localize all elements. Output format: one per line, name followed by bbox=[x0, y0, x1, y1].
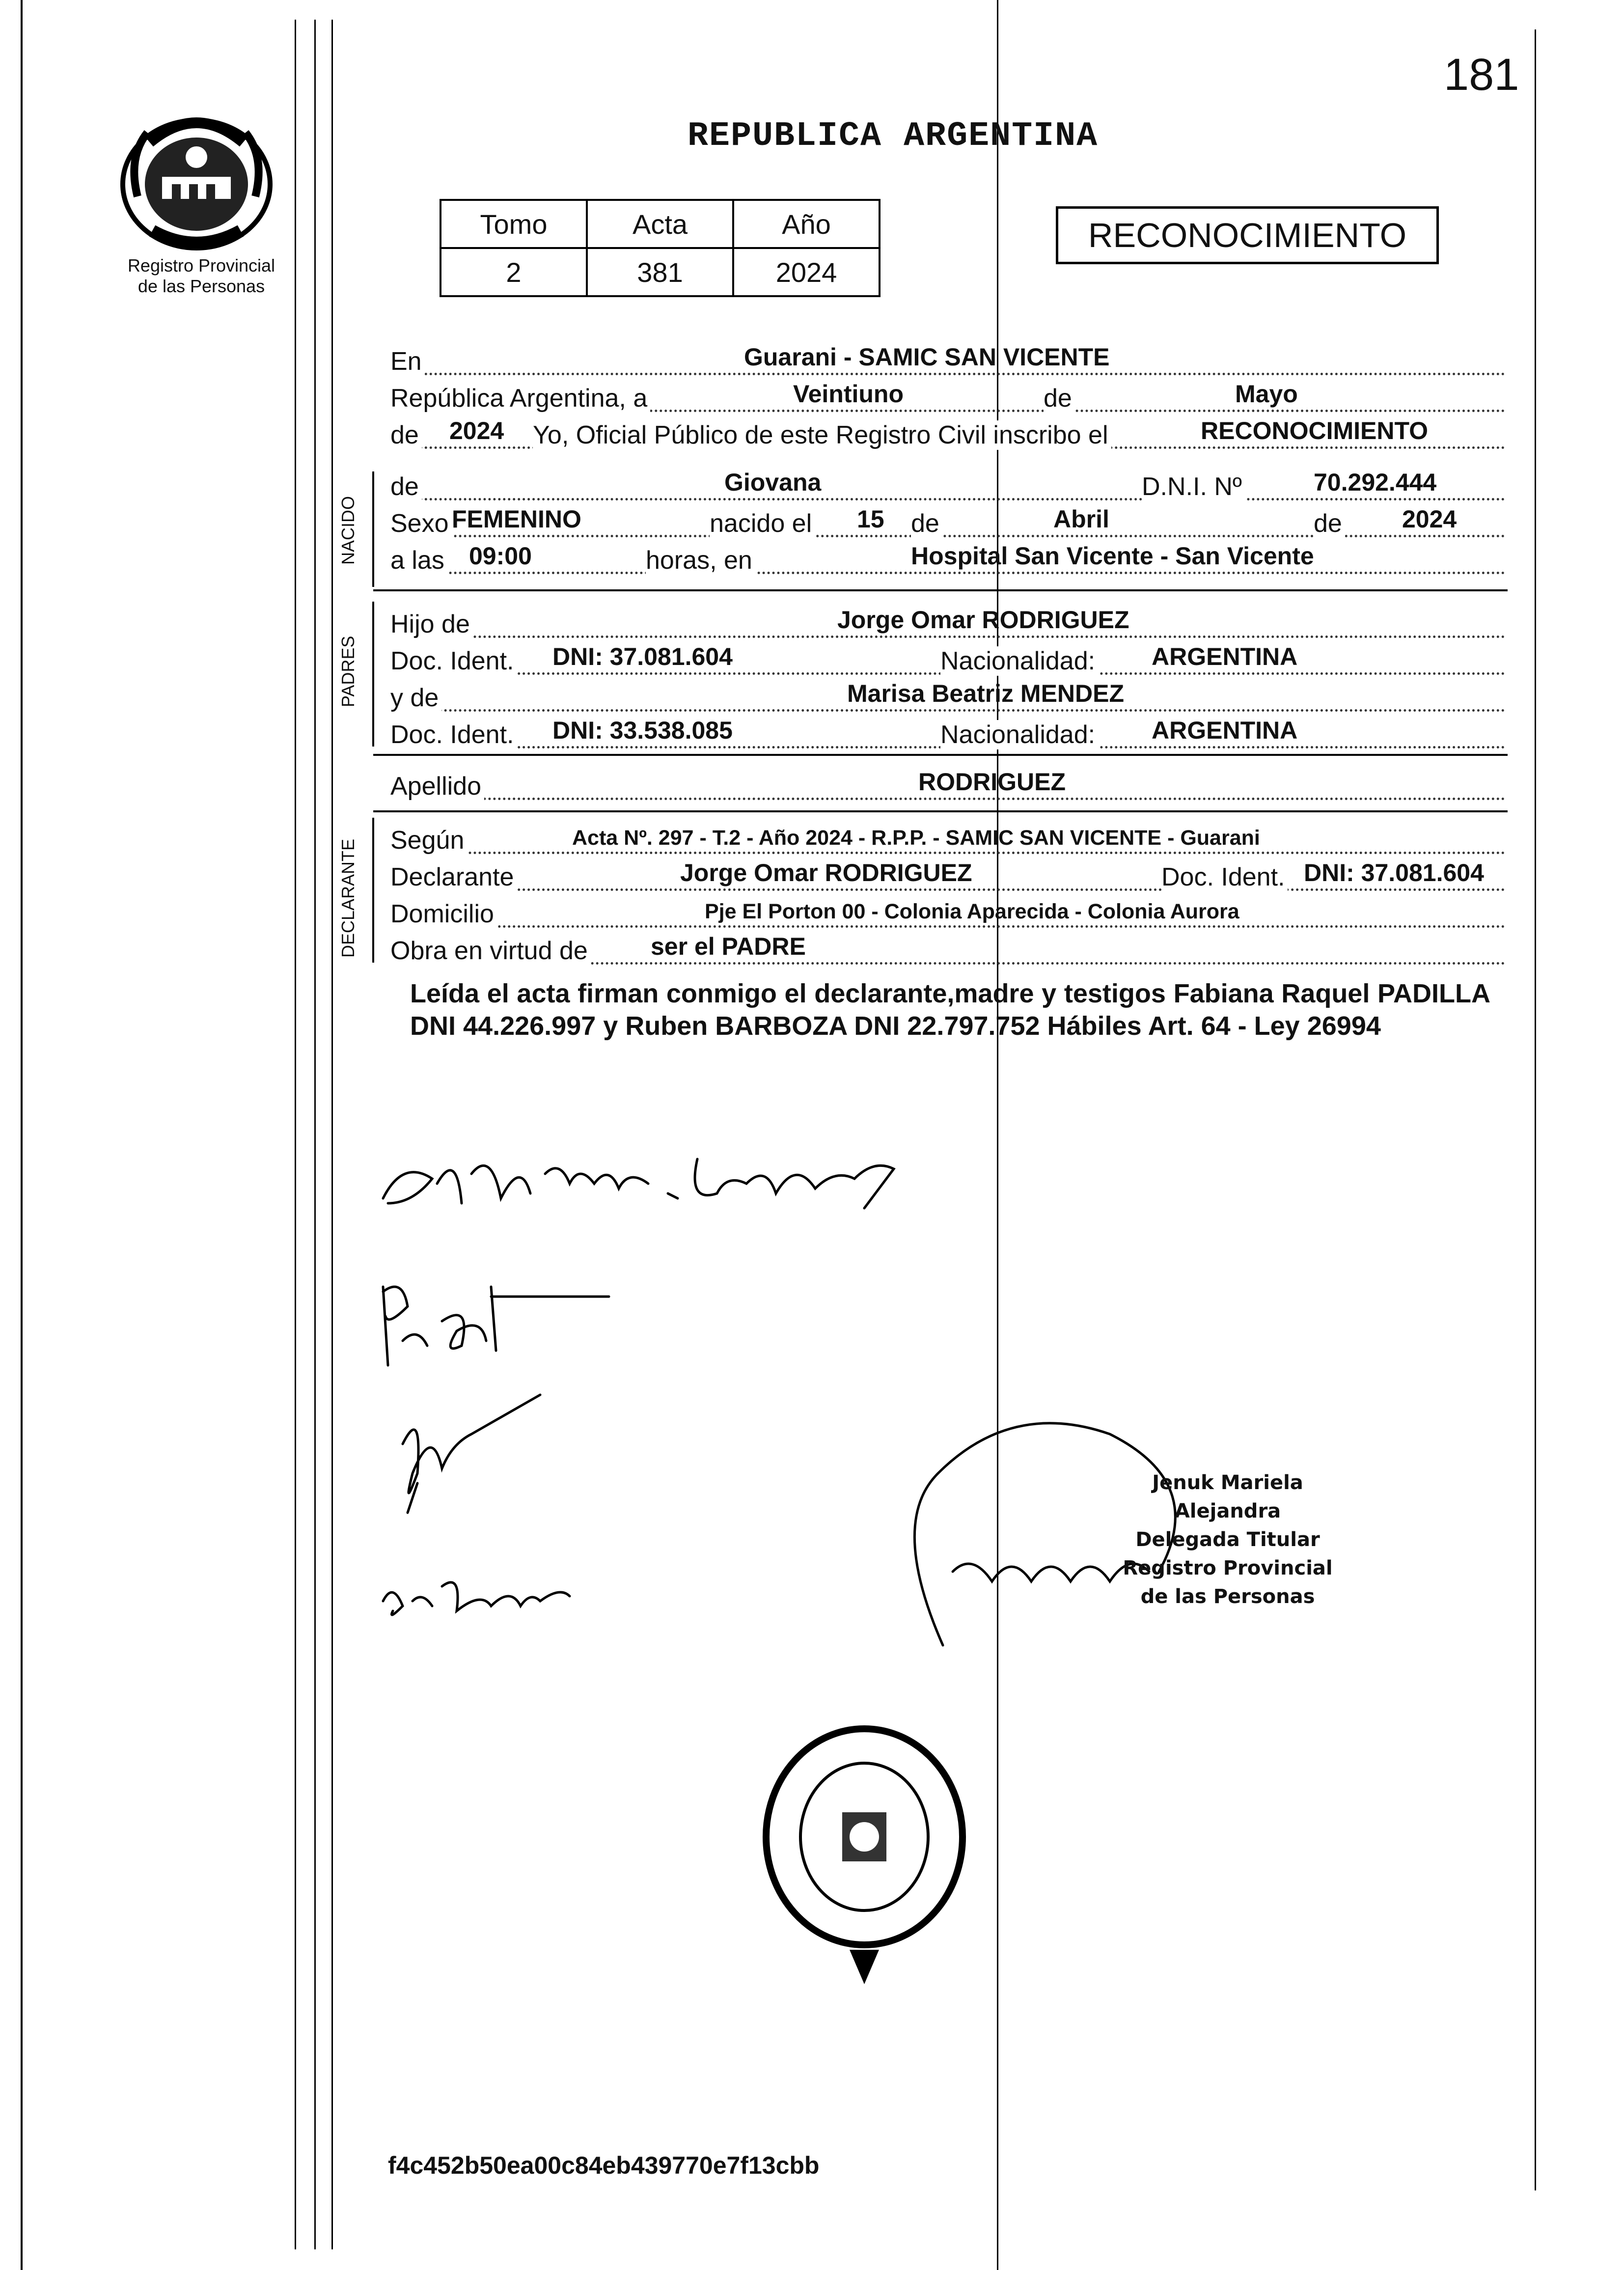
a-las-label: a las bbox=[390, 546, 447, 575]
horas-en-label: horas, en bbox=[646, 546, 755, 575]
de3-label: de bbox=[911, 509, 942, 538]
de-label: de bbox=[1044, 384, 1075, 413]
official-seal-icon bbox=[751, 1719, 977, 1994]
logo-caption-line1: Registro Provincial bbox=[127, 255, 275, 276]
padres-side-label: PADRES bbox=[338, 636, 358, 707]
separator-1 bbox=[373, 589, 1508, 591]
tomo-value: 2 bbox=[440, 248, 587, 296]
left-margin-line-1 bbox=[295, 20, 296, 2249]
tomo-header: Tomo bbox=[440, 200, 587, 248]
father-doc: DNI: 37.081.604 bbox=[552, 643, 733, 670]
row-hijo bbox=[390, 607, 1505, 641]
year-value: 2024 bbox=[449, 417, 504, 444]
row-father-doc bbox=[390, 643, 1505, 678]
segun-label: Según bbox=[390, 826, 467, 855]
y-de-label: y de bbox=[390, 683, 441, 713]
closing-text: Leída el acta firman conmigo el declarante,madre y testigos Fabiana Raquel PADILLA DNI 44.226.997 y Ruben BARBOZA DNI 22.797.752 Hábiles Art. 64 - Ley 26994 bbox=[410, 979, 1490, 1041]
official-office2: de las Personas bbox=[1140, 1585, 1315, 1608]
document-hash: f4c452b50ea00c84eb439770e7f13cbb bbox=[388, 2152, 820, 2179]
row-obra bbox=[390, 933, 1505, 968]
anio-header: Año bbox=[733, 200, 880, 248]
row-nacido-name bbox=[390, 469, 1505, 503]
en-label: En bbox=[390, 347, 425, 376]
row-segun bbox=[390, 823, 1505, 857]
nacionalidad2-label: Nacionalidad: bbox=[940, 720, 1098, 749]
mother-doc: DNI: 33.538.085 bbox=[552, 717, 733, 744]
republica-label: República Argentina, a bbox=[390, 384, 650, 413]
mother-value: Marisa Beatriz MENDEZ bbox=[847, 680, 1125, 707]
father-nat: ARGENTINA bbox=[1152, 643, 1298, 670]
declarante-value: Jorge Omar RODRIGUEZ bbox=[680, 859, 972, 886]
row-apellido bbox=[390, 769, 1505, 803]
oficial-text: Yo, Oficial Público de este Registro Civil inscribo el bbox=[533, 420, 1111, 450]
official-title: Delegada Titular bbox=[1135, 1528, 1320, 1551]
sexo-label: Sexo bbox=[390, 509, 452, 538]
madre-signature bbox=[383, 1287, 609, 1365]
apellido-value: RODRIGUEZ bbox=[918, 768, 1066, 796]
header-title: REPUBLICA ARGENTINA bbox=[688, 117, 1099, 156]
domicilio-label: Domicilio bbox=[390, 899, 497, 929]
nacido-de-label: de bbox=[390, 472, 422, 501]
act-type-box: RECONOCIMIENTO bbox=[1056, 206, 1439, 264]
birth-year: 2024 bbox=[1402, 505, 1457, 533]
dni-value: 70.292.444 bbox=[1314, 469, 1437, 496]
birth-month: Abril bbox=[1053, 505, 1109, 533]
separator-2 bbox=[373, 754, 1508, 756]
nacido-el-label: nacido el bbox=[710, 509, 815, 538]
declarante-side-label: DECLARANTE bbox=[338, 838, 358, 958]
row-oficial bbox=[390, 417, 1505, 452]
row-en bbox=[390, 344, 1505, 378]
hora-value: 09:00 bbox=[469, 542, 532, 570]
left-margin-line-3 bbox=[331, 20, 333, 2249]
name-value: Giovana bbox=[724, 469, 822, 496]
de2-label: de bbox=[390, 420, 422, 450]
doc-ident-label: Doc. Ident. bbox=[390, 646, 517, 676]
province-logo bbox=[108, 98, 290, 258]
row-sexo bbox=[390, 506, 1505, 540]
testigo2-signature bbox=[383, 1582, 570, 1615]
father-value: Jorge Omar RODRIGUEZ bbox=[837, 606, 1129, 634]
obra-value: ser el PADRE bbox=[651, 933, 806, 960]
logo-caption-line2: de las Personas bbox=[138, 276, 265, 296]
left-margin-line-2 bbox=[314, 20, 316, 2249]
row-hora bbox=[390, 543, 1505, 577]
official-name: Jenuk Mariela Alejandra bbox=[1152, 1471, 1303, 1523]
row-y-de bbox=[390, 680, 1505, 715]
month-value: Mayo bbox=[1235, 380, 1298, 408]
segun-value: Acta Nº. 297 - T.2 - Año 2024 - R.P.P. - SAMIC SAN VICENTE - Guarani bbox=[572, 826, 1260, 850]
official-office1: Registro Provincial bbox=[1123, 1557, 1333, 1579]
nacionalidad-label: Nacionalidad: bbox=[940, 646, 1098, 676]
hijo-de-label: Hijo de bbox=[390, 609, 473, 639]
doc-ident3-label: Doc. Ident. bbox=[1161, 862, 1288, 892]
registry-box bbox=[440, 199, 881, 297]
acta-value: 381 bbox=[587, 248, 733, 296]
row-declarante bbox=[390, 859, 1505, 894]
domicilio-value: Pje El Porton 00 - Colonia Aparecida - Colonia Aurora bbox=[705, 900, 1239, 923]
de4-label: de bbox=[1314, 509, 1345, 538]
doc-ident2-label: Doc. Ident. bbox=[390, 720, 517, 749]
misiones-coat-of-arms-icon bbox=[108, 98, 285, 255]
row-republica bbox=[390, 381, 1505, 415]
nacido-side-label: NACIDO bbox=[338, 496, 358, 565]
signatures bbox=[373, 1130, 1208, 1670]
en-value: Guarani - SAMIC SAN VICENTE bbox=[744, 343, 1110, 371]
separator-3 bbox=[373, 810, 1508, 812]
place-value: Hospital San Vicente - San Vicente bbox=[911, 542, 1314, 570]
apellido-label: Apellido bbox=[390, 772, 484, 801]
declarante-bar bbox=[372, 818, 374, 963]
official-stamp-text bbox=[1100, 1468, 1355, 1611]
dni-label: D.N.I. Nº bbox=[1142, 472, 1245, 501]
row-mother-doc bbox=[390, 717, 1505, 751]
testigo1-signature bbox=[403, 1395, 540, 1513]
logo-caption bbox=[103, 255, 300, 297]
acta-header: Acta bbox=[587, 200, 733, 248]
birth-day: 15 bbox=[857, 505, 884, 533]
declarante-signature bbox=[383, 1159, 894, 1208]
declarante-label: Declarante bbox=[390, 862, 517, 892]
padres-bar bbox=[372, 602, 374, 747]
page-number: 181 bbox=[1444, 50, 1519, 100]
day-value: Veintiuno bbox=[793, 380, 904, 408]
obra-label: Obra en virtud de bbox=[390, 936, 591, 966]
nacido-bar bbox=[372, 471, 374, 587]
anio-value: 2024 bbox=[733, 248, 880, 296]
row-domicilio bbox=[390, 896, 1505, 931]
declarante-doc: DNI: 37.081.604 bbox=[1304, 859, 1484, 886]
left-margin-line-outer bbox=[21, 0, 23, 2270]
inscribe-value: RECONOCIMIENTO bbox=[1201, 417, 1428, 444]
sexo-value: FEMENINO bbox=[452, 505, 581, 533]
right-margin-line bbox=[1535, 29, 1536, 2190]
mother-nat: ARGENTINA bbox=[1152, 717, 1298, 744]
